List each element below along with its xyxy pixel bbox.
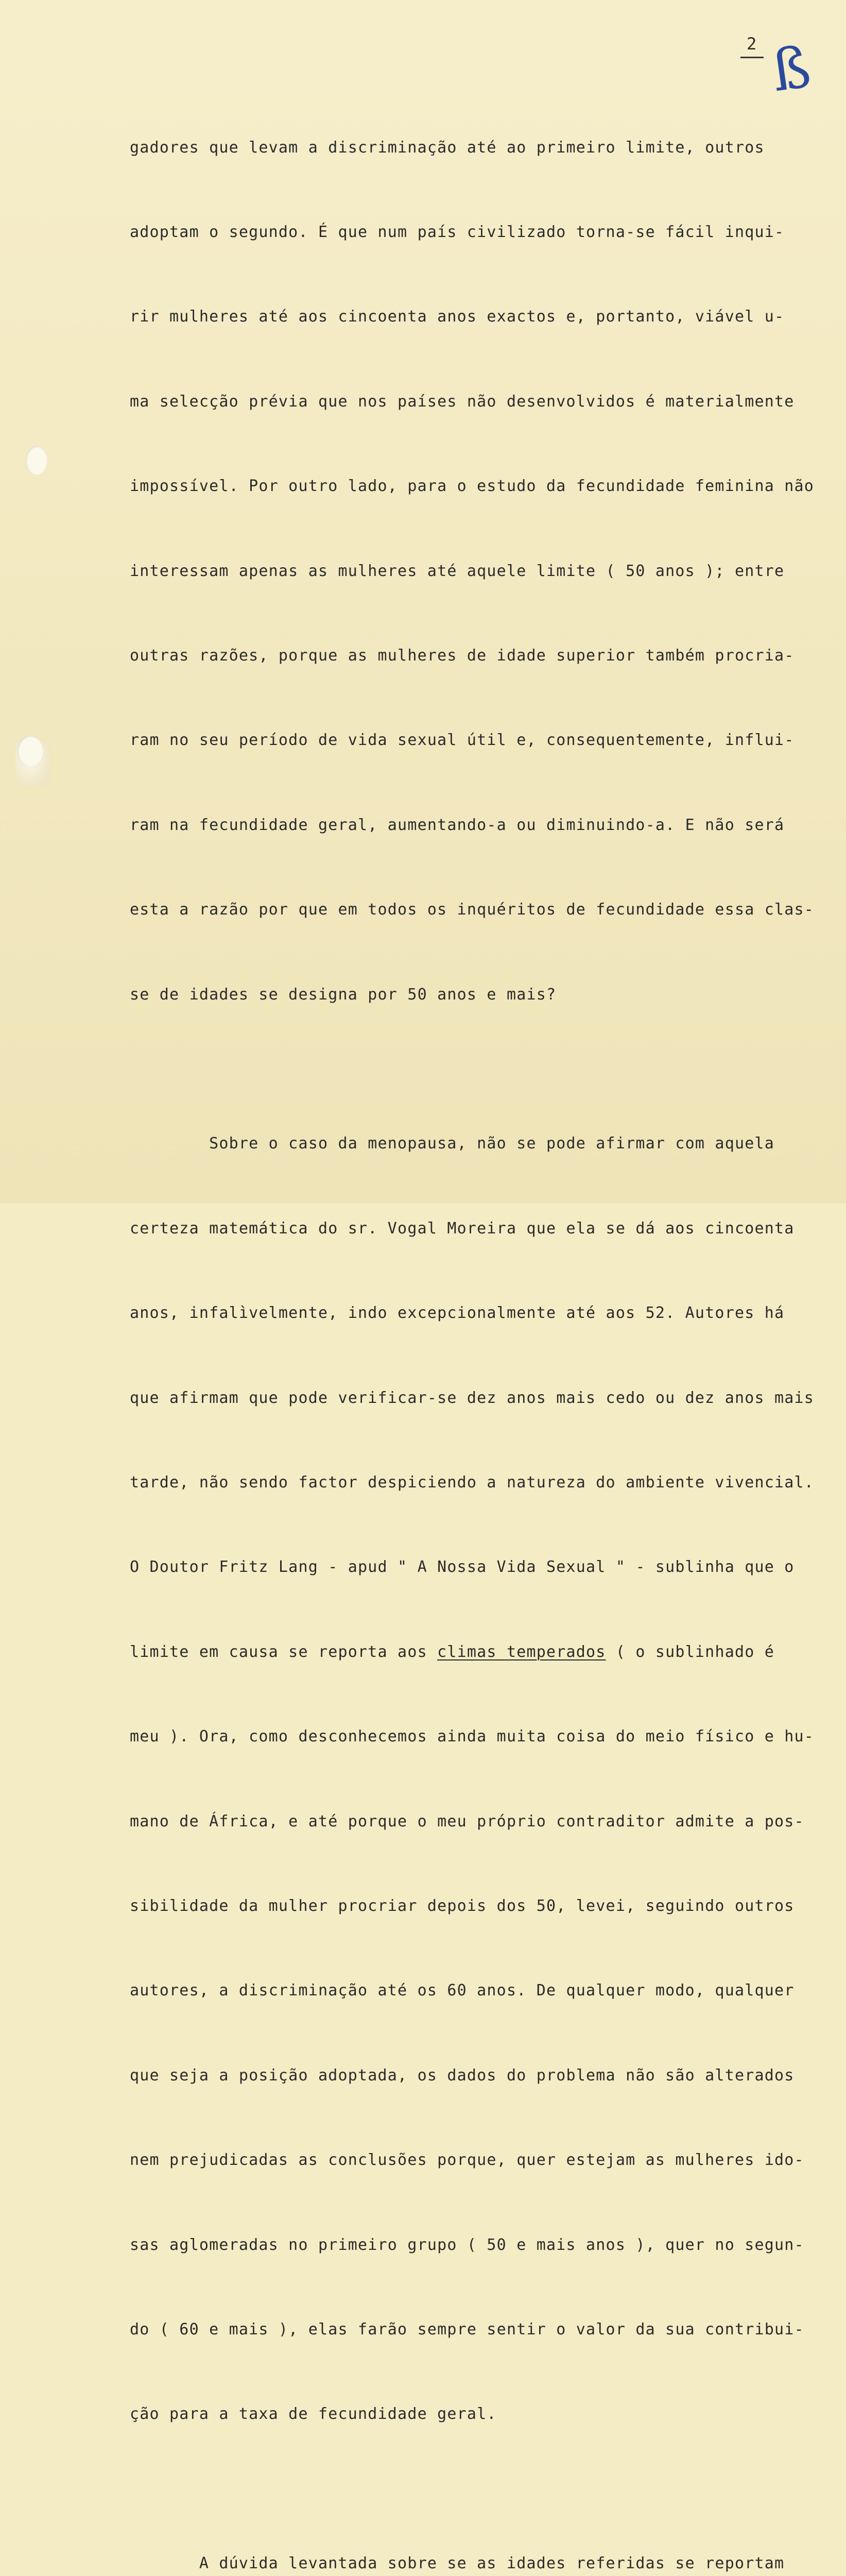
paragraph-3	[130, 2494, 830, 2576]
text-line: mano de África, e até porque o meu próprio contraditor admite a pos-	[130, 1812, 804, 1831]
text-line: anos, infalìvelmente, indo excepcionalmente até aos 52. Autores há	[130, 1304, 785, 1323]
text-line: sas aglomeradas no primeiro grupo ( 50 e mais anos ), quer no segun-	[130, 2235, 804, 2254]
text-line: autores, a discriminação até os 60 anos. De qualquer modo, qualquer	[130, 1981, 795, 2000]
text-line: ram no seu período de vida sexual útil e, consequentemente, influi-	[130, 731, 795, 750]
text-line: ram na fecundidade geral, aumentando-a ou diminuindo-a. E não será	[130, 816, 785, 834]
punch-hole	[26, 446, 47, 475]
text-segment: ( o sublinhado é	[606, 1642, 775, 1661]
text-line: do ( 60 e mais ), elas farão sempre sentir o valor da sua contribui-	[130, 2320, 804, 2338]
text-line: ção para a taxa de fecundidade geral.	[130, 2405, 497, 2424]
text-line: nem prejudicadas as conclusões porque, quer estejam as mulheres ido-	[130, 2151, 804, 2170]
text-line: outras razões, porque as mulheres de idade superior também procria-	[130, 646, 795, 665]
text-line: que seja a posição adoptada, os dados do problema não são alterados	[130, 2066, 795, 2084]
page-number: 2	[740, 34, 764, 58]
text-line: ma selecção prévia que nos países não desenvolvidos é materialmente	[130, 392, 795, 411]
text-line: A dúvida levantada sobre se as idades referidas se reportam	[130, 2554, 785, 2573]
text-line: meu ). Ora, como desconhecemos ainda muita coisa do meio físico e hu-	[130, 1727, 815, 1746]
body-text	[130, 77, 830, 2576]
underlined-phrase: climas temperados	[437, 1642, 606, 1661]
text-line: se de idades se designa por 50 anos e mais?	[130, 985, 557, 1004]
handwritten-initial: ß	[768, 33, 815, 105]
text-line: interessam apenas as mulheres até aquele limite ( 50 anos ); entre	[130, 562, 785, 580]
text-line: rir mulheres até aos cincoenta anos exactos e, portanto, viável u-	[130, 308, 785, 326]
text-line: certeza matemática do sr. Vogal Moreira que ela se dá aos cincoenta	[130, 1219, 795, 1238]
text-line: impossível. Por outro lado, para o estudo da fecundidade feminina não	[130, 477, 815, 496]
text-line: tarde, não sendo factor despiciendo a natureza do ambiente vivencial.	[130, 1473, 815, 1492]
text-line: que afirmam que pode verificar-se dez anos mais cedo ou dez anos mais	[130, 1388, 815, 1407]
paragraph-1	[130, 77, 830, 1065]
text-line: Sobre o caso da menopausa, não se pode afirmar com aquela	[130, 1134, 774, 1153]
text-line: adoptam o segundo. É que num país civilizado torna-se fácil inqui-	[130, 223, 785, 241]
punch-hole	[18, 736, 43, 767]
text-line: O Doutor Fritz Lang - apud " A Nossa Vida Sexual " - sublinha que o	[130, 1558, 795, 1577]
text-segment: limite em causa se reporta aos	[130, 1642, 438, 1661]
text-line	[130, 1638, 830, 1667]
text-line: gadores que levam a discriminação até ao primeiro limite, outros	[130, 138, 765, 157]
text-line: esta a razão por que em todos os inquéritos de fecundidade essa clas-	[130, 901, 815, 919]
paragraph-2	[130, 1074, 830, 2485]
text-line: sibilidade da mulher procriar depois dos 50, levei, seguindo outros	[130, 1897, 795, 1915]
